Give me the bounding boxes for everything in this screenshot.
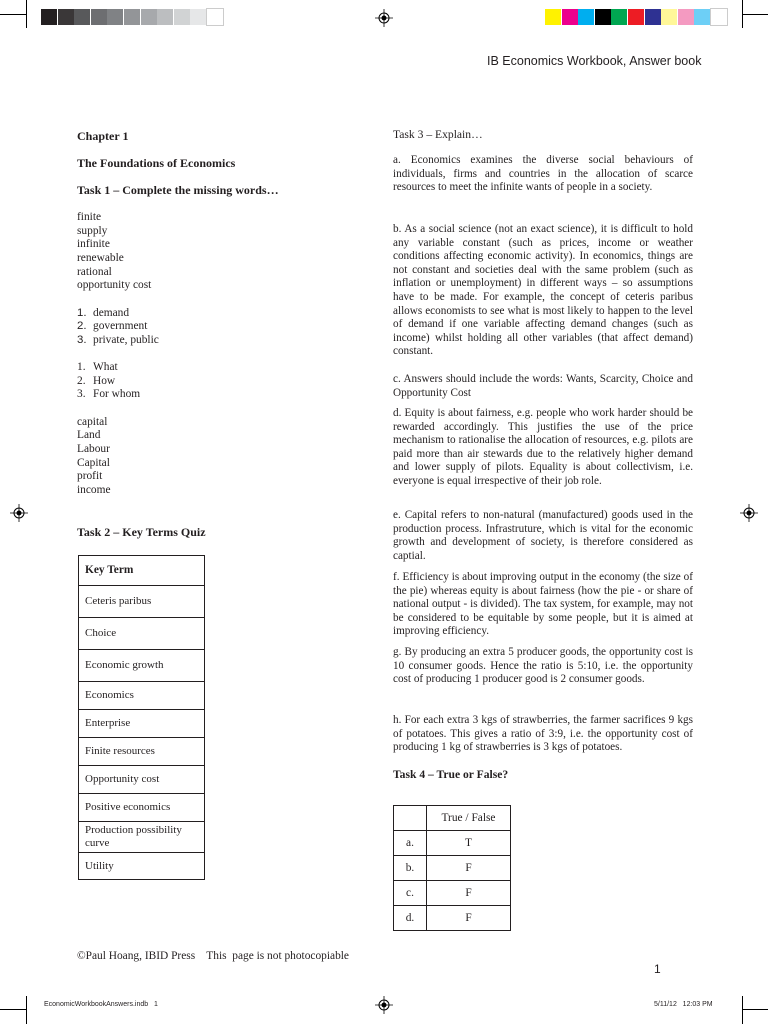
chapter-label: Chapter 1 bbox=[77, 129, 129, 143]
list-item: How bbox=[93, 375, 116, 387]
key-term-cell: Production possibility curve bbox=[79, 822, 205, 853]
gray-swatch bbox=[74, 9, 90, 25]
paragraph-c: c. Answers should include the words: Wants, Scarcity, Choice and Opportunity Cost bbox=[393, 373, 693, 399]
table-row bbox=[79, 738, 205, 766]
gray-swatch bbox=[141, 9, 157, 25]
crop-mark bbox=[0, 1009, 26, 1010]
key-term-cell: Finite resources bbox=[79, 738, 205, 766]
table-row bbox=[394, 856, 511, 881]
list-item: Labour bbox=[77, 443, 110, 455]
key-term-cell: Ceteris paribus bbox=[79, 586, 205, 618]
color-swatch bbox=[661, 9, 677, 25]
color-swatch bbox=[628, 9, 644, 25]
gray-swatch bbox=[58, 9, 74, 25]
table-row bbox=[394, 881, 511, 906]
color-swatch bbox=[694, 9, 710, 25]
chapter-title: The Foundations of Economics bbox=[77, 156, 236, 170]
list-number: 2. bbox=[77, 320, 87, 332]
color-swatch bbox=[578, 9, 594, 25]
table-row bbox=[79, 682, 205, 710]
list-item: What bbox=[93, 361, 118, 373]
table-row bbox=[394, 831, 511, 856]
list-item: supply bbox=[77, 225, 108, 237]
color-swatch bbox=[645, 9, 661, 25]
list-item: renewable bbox=[77, 252, 124, 264]
gray-swatch bbox=[107, 9, 123, 25]
tf-label-cell: c. bbox=[394, 881, 427, 906]
tf-label-cell bbox=[394, 806, 427, 831]
key-term-cell: Positive economics bbox=[79, 794, 205, 822]
gray-swatch bbox=[174, 9, 190, 25]
running-title: IB Economics Workbook, Answer book bbox=[487, 54, 702, 68]
registration-mark-icon bbox=[375, 996, 393, 1014]
crop-mark bbox=[742, 0, 743, 28]
tf-value-cell: F bbox=[427, 881, 511, 906]
paragraph-f: f. Efficiency is about improving output in the economy (the size of the pie) whereas equity is about fairness (how the pie - or share of national output - is divided). The tax system, for example, may not be considered to be equitable by some people, but it is aimed at improving efficiency. bbox=[393, 571, 693, 638]
key-term-cell: Enterprise bbox=[79, 710, 205, 738]
table-row bbox=[79, 822, 205, 853]
true-false-table bbox=[393, 805, 511, 931]
registration-mark-icon bbox=[740, 504, 758, 522]
tf-value-cell: T bbox=[427, 831, 511, 856]
task4-heading: Task 4 – True or False? bbox=[393, 768, 509, 781]
color-swatch bbox=[595, 9, 611, 25]
list-number: 3. bbox=[77, 388, 86, 400]
list-item: opportunity cost bbox=[77, 279, 152, 291]
gray-swatch bbox=[207, 9, 223, 25]
list-item: For whom bbox=[93, 388, 141, 400]
list-number: 2. bbox=[77, 375, 86, 387]
table-row bbox=[79, 710, 205, 738]
gray-swatch bbox=[157, 9, 173, 25]
list-item: income bbox=[77, 484, 111, 496]
paragraph-d: d. Equity is about fairness, e.g. people who work harder should be rewarded accordingly. This justifies the use of the price mechanism to rationalise the allocation of resources, e.g. pilots are paid more than air stewards due to the relatively higher demand and lower supply of pilots. Equality is about collectivism, i.e. everyone is equal irrespective of their job role. bbox=[393, 407, 693, 487]
color-swatch bbox=[562, 9, 578, 25]
list-item: finite bbox=[77, 211, 102, 223]
table-header-row bbox=[79, 556, 205, 586]
key-term-cell: Utility bbox=[79, 853, 205, 880]
task1-heading: Task 1 – Complete the missing words… bbox=[77, 183, 279, 197]
key-term-header: Key Term bbox=[79, 556, 205, 586]
paragraph-a: a. Economics examines the diverse social behaviours of individuals, firms and countries in the allocation of scarce resources to meet the infinite wants of people in a society. bbox=[393, 154, 693, 194]
list-number: 1. bbox=[77, 307, 87, 319]
slug-date: 5/11/12 12:03 PM bbox=[654, 1001, 713, 1008]
list-item: infinite bbox=[77, 238, 110, 250]
crop-mark bbox=[26, 0, 27, 28]
page-number: 1 bbox=[654, 962, 661, 976]
gray-swatch bbox=[91, 9, 107, 25]
list-item: rational bbox=[77, 266, 112, 278]
tf-label-cell: d. bbox=[394, 906, 427, 931]
color-swatch bbox=[611, 9, 627, 25]
gray-swatch bbox=[41, 9, 57, 25]
slug-filename: EconomicWorkbookAnswers.indb 1 bbox=[44, 1001, 158, 1008]
copyright-notice: ©Paul Hoang, IBID Press This page is not photocopiable bbox=[77, 950, 349, 962]
paragraph-e: e. Capital refers to non-natural (manufactured) goods used in the production process. Infrastruture, which is vital for the economic growth and development of society, is therefore considered as captial. bbox=[393, 509, 693, 562]
color-swatch bbox=[711, 9, 727, 25]
table-row bbox=[79, 586, 205, 618]
key-term-cell: Economics bbox=[79, 682, 205, 710]
table-row bbox=[79, 650, 205, 682]
list-item: demand bbox=[93, 307, 130, 319]
list-number: 1. bbox=[77, 361, 86, 373]
crop-mark bbox=[0, 14, 26, 15]
tf-value-cell: F bbox=[427, 856, 511, 881]
key-term-cell: Opportunity cost bbox=[79, 766, 205, 794]
table-row bbox=[79, 766, 205, 794]
crop-mark bbox=[26, 996, 27, 1024]
crop-mark bbox=[742, 14, 768, 15]
table-row bbox=[79, 794, 205, 822]
color-swatch bbox=[545, 9, 561, 25]
tf-label-cell: a. bbox=[394, 831, 427, 856]
list-number: 3. bbox=[77, 334, 87, 346]
list-item: capital bbox=[77, 416, 108, 428]
key-term-cell: Choice bbox=[79, 618, 205, 650]
tf-header: True / False bbox=[427, 806, 511, 831]
crop-mark bbox=[742, 996, 743, 1024]
table-header-row bbox=[394, 806, 511, 831]
list-item: Land bbox=[77, 429, 101, 441]
task3-heading: Task 3 – Explain… bbox=[393, 128, 483, 141]
paragraph-b: b. As a social science (not an exact science), it is difficult to hold any variable constant (such as prices, income or weather conditions affecting economic activity). In economics, things are not constant and societies deal with the same problem (such as inflation or unemployment) in different ways – so assumptions have to be made. For example, the concept of ceteris paribus allows economists to see what is most likely to happen to the level of demand if one variable affecting demand changes (such as income) whilst holding all other variables (that affect demand) constant. bbox=[393, 223, 693, 358]
key-term-cell: Economic growth bbox=[79, 650, 205, 682]
list-item: Capital bbox=[77, 457, 110, 469]
list-item: profit bbox=[77, 470, 103, 482]
paragraph-h: h. For each extra 3 kgs of strawberries, the farmer sacrifices 9 kgs of potatoes. This gives a ratio of 3:9, i.e. the opportunity cost of producing 1 kg of strawberries is 3 kgs of potatoes. bbox=[393, 714, 693, 754]
gray-swatch bbox=[124, 9, 140, 25]
tf-label-cell: b. bbox=[394, 856, 427, 881]
crop-mark bbox=[742, 1009, 768, 1010]
list-item: government bbox=[93, 320, 148, 332]
task2-heading: Task 2 – Key Terms Quiz bbox=[77, 525, 206, 539]
list-item: private, public bbox=[93, 334, 159, 346]
table-row bbox=[79, 853, 205, 880]
registration-mark-icon bbox=[375, 9, 393, 27]
registration-mark-icon bbox=[10, 504, 28, 522]
gray-swatch bbox=[190, 9, 206, 25]
paragraph-g: g. By producing an extra 5 producer goods, the opportunity cost is 10 consumer goods. Hence the ratio is 5:10, i.e. the opportunity cost of producing 1 producer good is 2 consumer goods. bbox=[393, 646, 693, 686]
color-swatch bbox=[678, 9, 694, 25]
key-terms-table bbox=[78, 555, 205, 880]
table-row bbox=[79, 618, 205, 650]
tf-value-cell: F bbox=[427, 906, 511, 931]
table-row bbox=[394, 906, 511, 931]
